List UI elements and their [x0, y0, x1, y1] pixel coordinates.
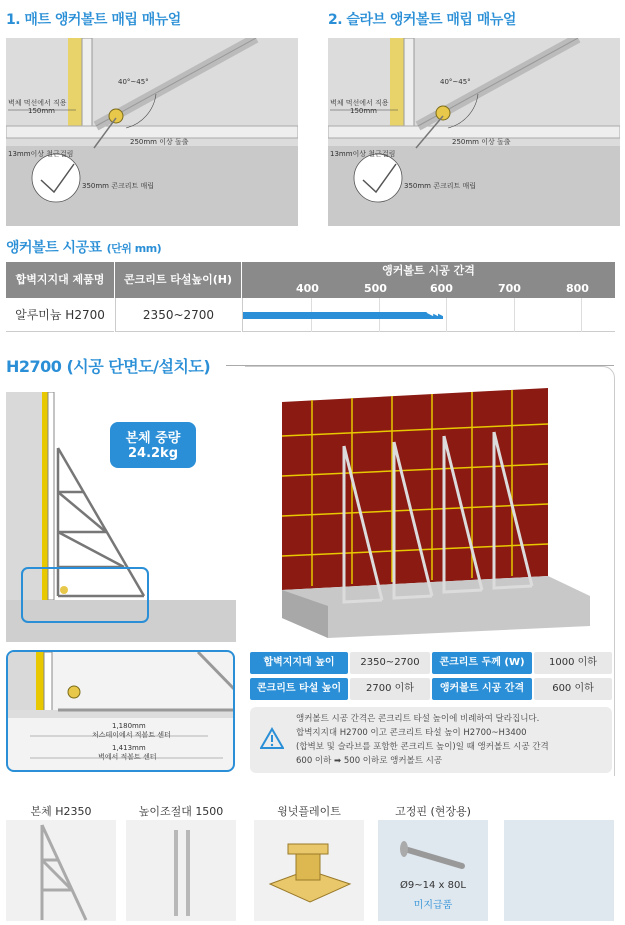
dim1-note: 처스테이에서 적볼트 센터: [92, 731, 171, 739]
part-label-body: 본체 H2350: [30, 805, 92, 818]
part-wingnut-image: [254, 820, 364, 921]
tick-700: 700: [498, 282, 521, 295]
spacing-bar: [243, 308, 443, 319]
part-empty-slot: [504, 820, 614, 921]
part-extension-image: [126, 820, 236, 921]
spacing-cell: [242, 298, 615, 332]
weight-badge: [110, 422, 196, 468]
manual2-rebar: 13mm이상 철근걸림: [330, 150, 396, 158]
anchor-diagram-1: [6, 38, 298, 226]
spec-key-spacing: 앵커볼트 시공 간격: [432, 678, 532, 700]
col-header-height: 콘크리트 타설높이(H): [115, 262, 241, 298]
manual2-embed: 350mm 콘크리트 매립: [404, 182, 477, 190]
tick-500: 500: [364, 282, 387, 295]
dim2-value: 1,413mm: [112, 744, 146, 752]
col-header-product: 합벽지지대 제품명: [6, 262, 114, 298]
manual1-diagram: [6, 38, 298, 226]
tick-400: 400: [296, 282, 319, 295]
zoom-detail: [6, 650, 235, 772]
notice-line-1: 앵커볼트 시공 간격은 콘크리트 타설 높이에 비례하여 달라집니다.: [296, 714, 540, 724]
height-cell: 2350~2700: [115, 298, 241, 332]
spec-val-pour-height: 2700 이하: [350, 678, 430, 700]
spec-val-thickness: 1000 이하: [534, 652, 612, 674]
manual2-wall-dist: 벽체 먹선에서 직용: [330, 99, 389, 107]
manual2-angle: 40°~45°: [440, 78, 471, 86]
spec-val-support-height: 2350~2700: [350, 652, 430, 674]
manual1-protrude: 250mm 이상 돌출: [130, 138, 189, 146]
manual1-title: 1. 매트 앵커볼트 매립 매뉴얼: [6, 12, 181, 28]
grid-line: [446, 298, 447, 332]
arrow-icon: ◀◀◀: [426, 308, 441, 318]
section-title: H2700 (시공 단면도/설치도): [6, 357, 211, 376]
anchor-diagram-2: [328, 38, 620, 226]
manual1-wall-dist2: 150mm: [28, 107, 55, 115]
spec-key-thickness: 콘크리트 두께 (W): [432, 652, 532, 674]
spec-table: [250, 652, 612, 702]
part-body-image: [6, 820, 116, 921]
notice-line-4: 600 이하 ➡ 500 이하로 앵커볼트 시공: [296, 756, 443, 766]
part-label-pin: 고정핀 (현장용): [395, 805, 471, 818]
manual1-wall-dist: 벽체 먹선에서 직용: [8, 99, 67, 107]
manual1-rebar: 13mm이상 철근걸림: [8, 150, 74, 158]
grid-line: [514, 298, 515, 332]
part-pin-image: [378, 820, 488, 921]
manual2-wall-dist2: 150mm: [350, 107, 377, 115]
anchor-table-title: 앵커볼트 시공표: [6, 240, 102, 256]
anchor-table: [6, 262, 615, 333]
tick-600: 600: [430, 282, 453, 295]
dim1-value: 1,180mm: [112, 722, 146, 730]
notice-line-2: 합벽지지대 H2700 이고 콘크리트 타설 높이 H2700~H3400: [296, 728, 527, 738]
part-label-extension: 높이조절대 1500: [138, 805, 224, 818]
notice-line-3: (합벽보 및 슬라브를 포함한 콘크리트 높이)일 때 앵커볼트 시공 간격: [296, 742, 549, 752]
dim2-note: 벽에서 적볼트 센터: [98, 753, 157, 761]
weight-label: 본체 중량: [125, 431, 181, 446]
tick-800: 800: [566, 282, 589, 295]
pin-spec: Ø9~14 x 80L: [400, 880, 466, 891]
manual2-protrude: 250mm 이상 돌출: [452, 138, 511, 146]
spec-key-pour-height: 콘크리트 타설 높이: [250, 678, 348, 700]
grid-line: [581, 298, 582, 332]
notice-box: [250, 707, 612, 773]
part-label-wingnut: 윙넛플레이트: [277, 805, 341, 818]
manual1-angle: 40°~45°: [118, 78, 149, 86]
col-header-spacing: 앵커볼트 시공 간격: [242, 262, 615, 280]
manual2-diagram: [328, 38, 620, 226]
warning-icon: [260, 727, 284, 749]
anchor-table-heading: [6, 237, 161, 257]
spec-val-spacing: 600 이하: [534, 678, 612, 700]
anchor-table-unit: (단위 mm): [106, 242, 162, 255]
weight-value: 24.2kg: [127, 446, 179, 461]
product-cell: 알루미늄 H2700: [6, 298, 114, 332]
pin-note: 미지급품: [413, 900, 453, 911]
installation-render: [272, 386, 610, 638]
manual1-embed: 350mm 콘크리트 매립: [82, 182, 155, 190]
spec-key-support-height: 합벽지지대 높이: [250, 652, 348, 674]
manual2-title: 2. 슬라브 앵커볼트 매립 매뉴얼: [328, 12, 516, 28]
